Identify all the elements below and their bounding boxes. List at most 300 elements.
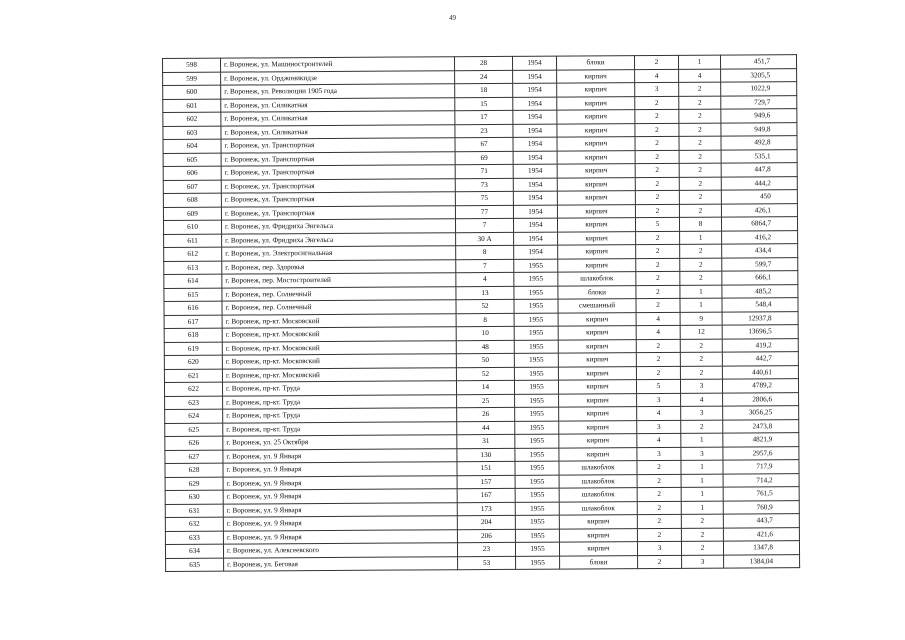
floors-cell: 4	[637, 433, 681, 447]
material-cell: кирпич	[559, 515, 637, 529]
year-cell: 1955	[515, 529, 559, 543]
material-cell: кирпич	[557, 96, 635, 110]
row-number: 630	[165, 490, 223, 504]
row-number: 599	[163, 72, 221, 86]
house-number-cell: 8	[456, 313, 514, 327]
address-cell: г. Воронеж, ул. Силикатная	[221, 97, 455, 112]
material-cell: кирпич	[559, 528, 637, 542]
house-number-cell: 31	[457, 434, 515, 448]
entrances-cell: 2	[679, 136, 721, 150]
house-number-cell: 8	[456, 245, 514, 259]
material-cell: кирпич	[559, 434, 637, 448]
address-cell: г. Воронеж, ул. Транспортная	[221, 165, 455, 180]
row-number: 616	[164, 301, 222, 315]
area-cell: 443,7	[723, 514, 799, 528]
house-number-cell: 71	[455, 164, 513, 178]
area-cell: 416,2	[722, 230, 798, 244]
row-number: 634	[165, 544, 223, 558]
material-cell: кирпич	[557, 150, 635, 164]
house-number-cell: 50	[456, 353, 514, 367]
row-number: 624	[165, 409, 223, 423]
row-number: 615	[164, 288, 222, 302]
address-cell: г. Воронеж, ул. Транспортная	[221, 205, 455, 220]
address-cell: г. Воронеж, ул. 9 Января	[223, 475, 457, 490]
area-cell: 1384,04	[724, 554, 800, 568]
house-number-cell: 48	[456, 340, 514, 354]
row-number: 617	[164, 315, 222, 329]
material-cell: кирпич	[557, 137, 635, 151]
row-number: 618	[164, 328, 222, 342]
material-cell: кирпич	[559, 420, 637, 434]
material-cell: кирпич	[558, 258, 636, 272]
floors-cell: 2	[636, 231, 680, 245]
year-cell: 1955	[514, 380, 558, 394]
row-number: 620	[164, 355, 222, 369]
year-cell: 1955	[515, 394, 559, 408]
row-number: 601	[163, 99, 221, 113]
entrances-cell: 3	[681, 406, 723, 420]
year-cell: 1955	[515, 488, 559, 502]
material-cell: кирпич	[557, 83, 635, 97]
house-number-cell: 206	[457, 529, 515, 543]
entrances-cell: 2	[680, 339, 722, 353]
material-cell: блоки	[560, 555, 638, 569]
house-number-cell: 173	[457, 502, 515, 516]
year-cell: 1954	[513, 110, 557, 124]
floors-cell: 3	[637, 393, 681, 407]
address-cell: г. Воронеж, ул. Силикатная	[221, 111, 455, 126]
floors-cell: 2	[636, 339, 680, 353]
floors-cell: 3	[637, 447, 681, 461]
address-cell: г. Воронеж, ул. Беговая	[224, 556, 458, 571]
floors-cell: 4	[636, 325, 680, 339]
entrances-cell: 1	[681, 460, 723, 474]
year-cell: 1954	[513, 97, 557, 111]
year-cell: 1955	[515, 434, 559, 448]
address-cell: г. Воронеж, ул. 9 Января	[223, 489, 457, 504]
house-number-cell: 52	[456, 367, 514, 381]
entrances-cell: 2	[679, 150, 721, 164]
area-cell: 2473,8	[723, 419, 799, 433]
address-cell: г. Воронеж, ул. 9 Января	[223, 462, 457, 477]
entrances-cell: 2	[679, 163, 721, 177]
area-cell: 13696,5	[722, 325, 798, 339]
row-number: 635	[166, 558, 224, 572]
address-cell: г. Воронеж, пр-кт. Московский	[222, 313, 456, 328]
address-cell: г. Воронеж, пр-кт. Труда	[223, 394, 457, 409]
floors-cell: 3	[637, 420, 681, 434]
entrances-cell: 2	[679, 204, 721, 218]
entrances-cell: 12	[680, 325, 722, 339]
row-number: 606	[163, 166, 221, 180]
row-number: 633	[165, 531, 223, 545]
entrances-cell: 2	[680, 352, 722, 366]
row-number: 619	[164, 342, 222, 356]
area-cell: 666,1	[722, 271, 798, 285]
material-cell: кирпич	[558, 231, 636, 245]
floors-cell: 2	[635, 204, 679, 218]
material-cell: кирпич	[559, 407, 637, 421]
year-cell: 1955	[515, 407, 559, 421]
row-number: 621	[164, 369, 222, 383]
floors-cell: 2	[636, 271, 680, 285]
house-number-cell: 28	[454, 56, 512, 70]
floors-cell: 4	[637, 406, 681, 420]
entrances-cell: 4	[681, 393, 723, 407]
address-cell: г. Воронеж, пер. Солнечный	[222, 300, 456, 315]
address-cell: г. Воронеж, пер. Мостостроителей	[222, 273, 456, 288]
area-cell: 451,7	[720, 55, 796, 69]
year-cell: 1954	[512, 56, 556, 70]
floors-cell: 2	[634, 55, 678, 69]
year-cell: 1954	[513, 70, 557, 84]
house-number-cell: 157	[457, 475, 515, 489]
entrances-cell: 1	[678, 55, 720, 69]
house-number-cell: 25	[457, 394, 515, 408]
year-cell: 1954	[513, 191, 557, 205]
table-row	[166, 554, 800, 571]
floors-cell: 2	[637, 487, 681, 501]
material-cell: кирпич	[558, 326, 636, 340]
house-number-cell: 151	[457, 461, 515, 475]
house-number-cell: 130	[457, 448, 515, 462]
house-number-cell: 10	[456, 326, 514, 340]
row-number: 625	[165, 423, 223, 437]
floors-cell: 2	[635, 96, 679, 110]
year-cell: 1954	[514, 245, 558, 259]
row-number: 609	[163, 207, 221, 221]
year-cell: 1955	[514, 367, 558, 381]
material-cell: кирпич	[558, 312, 636, 326]
entrances-cell: 2	[679, 190, 721, 204]
material-cell: кирпич	[557, 218, 635, 232]
area-cell: 419,2	[722, 338, 798, 352]
house-number-cell: 69	[455, 151, 513, 165]
area-cell: 2806,6	[723, 392, 799, 406]
housing-table	[162, 54, 800, 572]
house-number-cell: 26	[457, 407, 515, 421]
area-cell: 1022,9	[721, 82, 797, 96]
entrances-cell: 3	[681, 447, 723, 461]
house-number-cell: 30 А	[456, 232, 514, 246]
row-number: 623	[165, 396, 223, 410]
house-number-cell: 17	[455, 110, 513, 124]
material-cell: шлакоблок	[559, 488, 637, 502]
material-cell: кирпич	[559, 447, 637, 461]
row-number: 611	[164, 234, 222, 248]
area-cell: 421,6	[723, 527, 799, 541]
area-cell: 440,61	[722, 365, 798, 379]
year-cell: 1955	[515, 475, 559, 489]
entrances-cell: 2	[681, 514, 723, 528]
address-cell: г. Воронеж, пр-кт. Московский	[222, 340, 456, 355]
material-cell: кирпич	[558, 339, 636, 353]
material-cell: блоки	[558, 285, 636, 299]
year-cell: 1954	[513, 218, 557, 232]
year-cell: 1955	[514, 340, 558, 354]
entrances-cell: 1	[681, 501, 723, 515]
area-cell: 2957,6	[723, 446, 799, 460]
material-cell: кирпич	[557, 191, 635, 205]
row-number: 605	[163, 153, 221, 167]
material-cell: шлакоблок	[559, 501, 637, 515]
floors-cell: 4	[636, 312, 680, 326]
entrances-cell: 2	[679, 177, 721, 191]
house-number-cell: 44	[457, 421, 515, 435]
row-number: 628	[165, 463, 223, 477]
floors-cell: 5	[636, 379, 680, 393]
floors-cell: 2	[637, 460, 681, 474]
year-cell: 1954	[513, 178, 557, 192]
house-number-cell: 204	[457, 515, 515, 529]
page-number: 49	[449, 14, 456, 22]
year-cell: 1955	[515, 461, 559, 475]
entrances-cell: 9	[680, 312, 722, 326]
area-cell: 949,8	[721, 122, 797, 136]
floors-cell: 4	[635, 69, 679, 83]
entrances-cell: 2	[680, 366, 722, 380]
floors-cell: 2	[638, 555, 682, 569]
year-cell: 1955	[515, 515, 559, 529]
house-number-cell: 75	[455, 191, 513, 205]
year-cell: 1955	[515, 542, 559, 556]
material-cell: кирпич	[558, 366, 636, 380]
material-cell: кирпич	[557, 164, 635, 178]
house-number-cell: 167	[457, 488, 515, 502]
entrances-cell: 2	[679, 82, 721, 96]
address-cell: г. Воронеж, ул. 25 Октября	[223, 435, 457, 450]
year-cell: 1955	[514, 353, 558, 367]
year-cell: 1954	[514, 232, 558, 246]
area-cell: 729,7	[721, 95, 797, 109]
material-cell: блоки	[556, 56, 634, 70]
area-cell: 492,8	[721, 136, 797, 150]
year-cell: 1954	[513, 83, 557, 97]
area-cell: 599,7	[722, 257, 798, 271]
entrances-cell: 3	[680, 379, 722, 393]
address-cell: г. Воронеж, пер. Солнечный	[222, 286, 456, 301]
area-cell: 12937,8	[722, 311, 798, 325]
address-cell: г. Воронеж, ул. 9 Января	[223, 529, 457, 544]
address-cell: г. Воронеж, пр-кт. Труда	[223, 421, 457, 436]
area-cell: 761,5	[723, 487, 799, 501]
year-cell: 1955	[514, 272, 558, 286]
material-cell: кирпич	[559, 393, 637, 407]
floors-cell: 2	[635, 150, 679, 164]
material-cell: шлакоблок	[558, 272, 636, 286]
address-cell: г. Воронеж, ул. Алексеевского	[223, 543, 457, 558]
house-number-cell: 23	[455, 124, 513, 138]
area-cell: 485,2	[722, 284, 798, 298]
house-number-cell: 7	[455, 218, 513, 232]
material-cell: кирпич	[557, 123, 635, 137]
row-number: 631	[165, 504, 223, 518]
area-cell: 434,4	[722, 244, 798, 258]
material-cell: кирпич	[558, 245, 636, 259]
address-cell: г. Воронеж, пр-кт. Московский	[222, 327, 456, 342]
entrances-cell: 4	[679, 69, 721, 83]
entrances-cell: 8	[679, 217, 721, 231]
floors-cell: 2	[636, 298, 680, 312]
row-number: 622	[164, 382, 222, 396]
house-number-cell: 52	[456, 299, 514, 313]
material-cell: кирпич	[557, 110, 635, 124]
address-cell: г. Воронеж, ул. Электросигнальная	[222, 246, 456, 261]
year-cell: 1954	[513, 205, 557, 219]
house-number-cell: 77	[455, 205, 513, 219]
material-cell: кирпич	[558, 353, 636, 367]
house-number-cell: 53	[458, 556, 516, 570]
area-cell: 442,7	[722, 352, 798, 366]
area-cell: 548,4	[722, 298, 798, 312]
entrances-cell: 2	[680, 271, 722, 285]
row-number: 612	[164, 247, 222, 261]
address-cell: г. Воронеж, ул. Революции 1905 года	[221, 84, 455, 99]
area-cell: 1347,8	[723, 541, 799, 555]
floors-cell: 2	[637, 501, 681, 515]
address-cell: г. Воронеж, ул. Орджоникидзе	[221, 70, 455, 85]
area-cell: 6864,7	[721, 217, 797, 231]
area-cell: 3056,25	[723, 406, 799, 420]
year-cell: 1954	[513, 137, 557, 151]
row-number: 629	[165, 477, 223, 491]
year-cell: 1955	[514, 326, 558, 340]
material-cell: кирпич	[558, 380, 636, 394]
address-cell: г. Воронеж, ул. Фридриха Энгельса	[221, 219, 455, 234]
row-number: 607	[163, 180, 221, 194]
row-number: 610	[163, 220, 221, 234]
house-number-cell: 73	[455, 178, 513, 192]
row-number: 614	[164, 274, 222, 288]
area-cell: 3205,5	[721, 68, 797, 82]
floors-cell: 2	[635, 109, 679, 123]
house-number-cell: 7	[456, 259, 514, 273]
entrances-cell: 2	[679, 123, 721, 137]
house-number-cell: 67	[455, 137, 513, 151]
row-number: 604	[163, 139, 221, 153]
house-number-cell: 15	[455, 97, 513, 111]
entrances-cell: 2	[680, 258, 722, 272]
material-cell: кирпич	[559, 542, 637, 556]
floors-cell: 2	[635, 163, 679, 177]
row-number: 632	[165, 517, 223, 531]
material-cell: шлакоблок	[559, 474, 637, 488]
floors-cell: 3	[635, 82, 679, 96]
area-cell: 4821,9	[723, 433, 799, 447]
entrances-cell: 1	[681, 474, 723, 488]
area-cell: 447,8	[721, 163, 797, 177]
material-cell: кирпич	[557, 177, 635, 191]
floors-cell: 2	[636, 244, 680, 258]
year-cell: 1954	[513, 124, 557, 138]
area-cell: 714,2	[723, 473, 799, 487]
address-cell: г. Воронеж, ул. Фридриха Энгельса	[222, 232, 456, 247]
year-cell: 1954	[513, 151, 557, 165]
year-cell: 1955	[515, 502, 559, 516]
area-cell: 535,1	[721, 149, 797, 163]
row-number: 602	[163, 112, 221, 126]
floors-cell: 2	[636, 258, 680, 272]
address-cell: г. Воронеж, пр-кт. Московский	[222, 367, 456, 382]
area-cell: 949,6	[721, 109, 797, 123]
floors-cell: 2	[635, 177, 679, 191]
address-cell: г. Воронеж, ул. Транспортная	[221, 138, 455, 153]
material-cell: смешанный	[558, 299, 636, 313]
floors-cell: 2	[635, 123, 679, 137]
entrances-cell: 2	[681, 528, 723, 542]
entrances-cell: 3	[682, 555, 724, 569]
floors-cell: 2	[637, 514, 681, 528]
house-number-cell: 14	[456, 380, 514, 394]
address-cell: г. Воронеж, ул. Транспортная	[221, 178, 455, 193]
house-number-cell: 18	[455, 83, 513, 97]
year-cell: 1955	[514, 299, 558, 313]
address-cell: г. Воронеж, ул. 9 Января	[223, 502, 457, 517]
row-number: 608	[163, 193, 221, 207]
year-cell: 1954	[513, 164, 557, 178]
house-number-cell: 13	[456, 286, 514, 300]
house-number-cell: 24	[455, 70, 513, 84]
address-cell: г. Воронеж, ул. Транспортная	[221, 151, 455, 166]
table-body	[163, 55, 800, 572]
entrances-cell: 2	[681, 541, 723, 555]
year-cell: 1955	[514, 259, 558, 273]
material-cell: шлакоблок	[559, 461, 637, 475]
entrances-cell: 2	[680, 244, 722, 258]
area-cell: 450	[721, 190, 797, 204]
address-cell: г. Воронеж, ул. Машиностроителей	[221, 57, 455, 72]
entrances-cell: 2	[679, 96, 721, 110]
area-cell: 717,9	[723, 460, 799, 474]
floors-cell: 2	[637, 528, 681, 542]
material-cell: кирпич	[557, 204, 635, 218]
area-cell: 426,1	[721, 203, 797, 217]
floors-cell: 2	[635, 136, 679, 150]
row-number: 603	[163, 126, 221, 140]
row-number: 627	[165, 450, 223, 464]
area-cell: 4789,2	[722, 379, 798, 393]
address-cell: г. Воронеж, ул. 9 Января	[223, 516, 457, 531]
address-cell: г. Воронеж, ул. Транспортная	[221, 192, 455, 207]
entrances-cell: 2	[679, 109, 721, 123]
address-cell: г. Воронеж, пер. Здоровья	[222, 259, 456, 274]
year-cell: 1955	[516, 556, 560, 570]
entrances-cell: 1	[681, 433, 723, 447]
entrances-cell: 1	[681, 487, 723, 501]
row-number: 598	[163, 58, 221, 72]
floors-cell: 3	[637, 541, 681, 555]
row-number: 613	[164, 261, 222, 275]
material-cell: кирпич	[557, 69, 635, 83]
house-number-cell: 4	[456, 272, 514, 286]
address-cell: г. Воронеж, ул. 9 Января	[223, 448, 457, 463]
entrances-cell: 2	[681, 420, 723, 434]
floors-cell: 2	[635, 190, 679, 204]
floors-cell: 2	[637, 474, 681, 488]
address-cell: г. Воронеж, пр-кт. Московский	[222, 354, 456, 369]
entrances-cell: 1	[680, 285, 722, 299]
row-number: 600	[163, 85, 221, 99]
floors-cell: 2	[636, 366, 680, 380]
year-cell: 1955	[515, 448, 559, 462]
row-number: 626	[165, 436, 223, 450]
floors-cell: 5	[635, 217, 679, 231]
housing-table-container	[162, 54, 799, 572]
address-cell: г. Воронеж, ул. Силикатная	[221, 124, 455, 139]
year-cell: 1955	[514, 313, 558, 327]
address-cell: г. Воронеж, пр-кт. Труда	[222, 381, 456, 396]
floors-cell: 2	[636, 352, 680, 366]
